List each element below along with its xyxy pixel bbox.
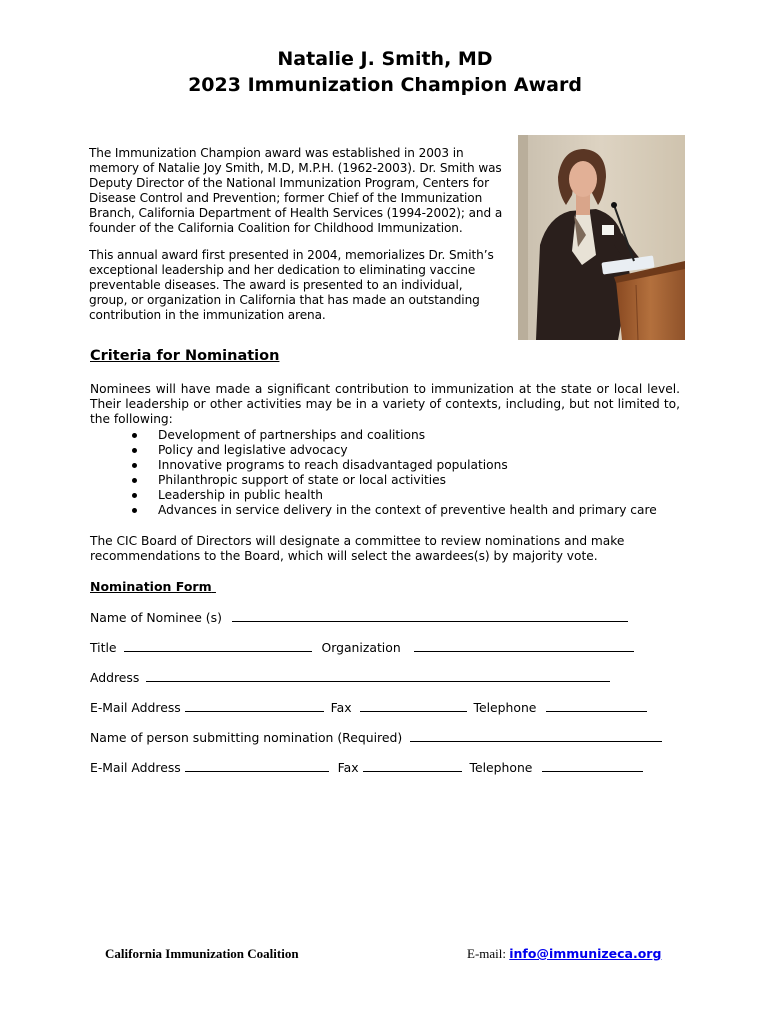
organization-field[interactable]	[414, 639, 634, 652]
submitter-row	[90, 729, 662, 745]
email-field-2[interactable]	[185, 759, 329, 772]
footer-organization: California Immunization Coalition	[105, 946, 299, 961]
organization-label: Organization	[321, 640, 401, 655]
list-item	[130, 503, 657, 518]
contact-row	[90, 699, 647, 715]
list-item	[130, 428, 657, 443]
telephone-field-2[interactable]	[542, 759, 643, 772]
bullet-icon	[132, 478, 137, 483]
list-item-text: Policy and legislative advocacy	[158, 443, 348, 458]
list-item	[130, 488, 657, 503]
nominee-row	[90, 609, 628, 625]
footer-email-link[interactable]: info@immunizeca.org	[509, 946, 662, 961]
list-item	[130, 443, 657, 458]
submitter-field[interactable]	[410, 729, 662, 742]
list-item-text: Philanthropic support of state or local activities	[158, 473, 447, 488]
fax-field[interactable]	[360, 699, 467, 712]
page-title	[0, 46, 770, 98]
telephone-field[interactable]	[546, 699, 647, 712]
title-line-award: 2023 Immunization Champion Award	[188, 74, 582, 96]
bullet-icon	[132, 463, 137, 468]
list-item	[130, 473, 657, 488]
title-field[interactable]	[124, 639, 312, 652]
intro-paragraph-history: The Immunization Champion award was established in 2003 in memory of Natalie Joy Smith, M.D, M.P.H. (1962-2003). Dr. Smith was Deputy Director of the National Immunization Program, Centers for Disease Control and Prevention; former Chief of the Immunization Branch, California Department of Health Services (1994-2002); and a founder of the California Coalition for Childhood Immunization.	[89, 146, 503, 236]
submitter-contact-row	[90, 759, 643, 775]
address-row	[90, 669, 610, 685]
fax-field-2[interactable]	[363, 759, 462, 772]
board-selection-text: The CIC Board of Directors will designate a committee to review nominations and make recommendations to the Board, which will select the awardees(s) by majority vote.	[90, 534, 625, 564]
telephone-label-2: Telephone	[469, 760, 533, 775]
title-org-row	[90, 639, 634, 655]
bullet-icon	[132, 508, 137, 513]
email-field[interactable]	[185, 699, 324, 712]
list-item-text: Leadership in public health	[158, 488, 323, 503]
nomination-form-heading-label: Nomination Form	[90, 579, 212, 594]
portrait-photo	[518, 135, 685, 340]
bullet-icon	[132, 493, 137, 498]
address-field[interactable]	[146, 669, 610, 682]
list-item	[130, 458, 657, 473]
submitter-label: Name of person submitting nomination (Required)	[90, 730, 403, 745]
intro-text	[89, 146, 504, 334]
list-item-text: Advances in service delivery in the context of preventive health and primary care	[158, 503, 657, 518]
bullet-icon	[132, 433, 137, 438]
nomination-form-heading	[90, 579, 216, 594]
telephone-label: Telephone	[473, 700, 537, 715]
fax-label: Fax	[330, 700, 352, 715]
footer-email-label: E-mail:	[467, 946, 506, 961]
nominee-field[interactable]	[232, 609, 628, 622]
intro-paragraph-award: This annual award first presented in 2004, memorializes Dr. Smith’s exceptional leadership and her dedication to eliminating vaccine preventable diseases. The award is presented to an individual, group, or organization in California that has made an outstanding contribution in the immunization arena.	[89, 247, 494, 322]
footer-contact	[467, 946, 661, 962]
address-label: Address	[90, 670, 140, 685]
bullet-icon	[132, 448, 137, 453]
criteria-text: Nominees will have made a significant contribution to immunization at the state or local level. Their leadership or other activities may be in a variety of contexts, including, but not limited to, the following:	[90, 382, 680, 427]
fax-label-2: Fax	[337, 760, 359, 775]
email-label-2: E-Mail Address	[90, 760, 181, 775]
list-item-text: Development of partnerships and coalitions	[158, 428, 426, 442]
criteria-heading: Criteria for Nomination	[90, 348, 280, 364]
criteria-list	[130, 428, 657, 519]
email-label: E-Mail Address	[90, 700, 181, 715]
list-item-text: Innovative programs to reach disadvantaged populations	[158, 458, 508, 473]
title-label: Title	[90, 640, 117, 655]
nominee-label: Name of Nominee (s)	[90, 610, 222, 625]
title-line-name: Natalie J. Smith, MD	[277, 48, 493, 70]
